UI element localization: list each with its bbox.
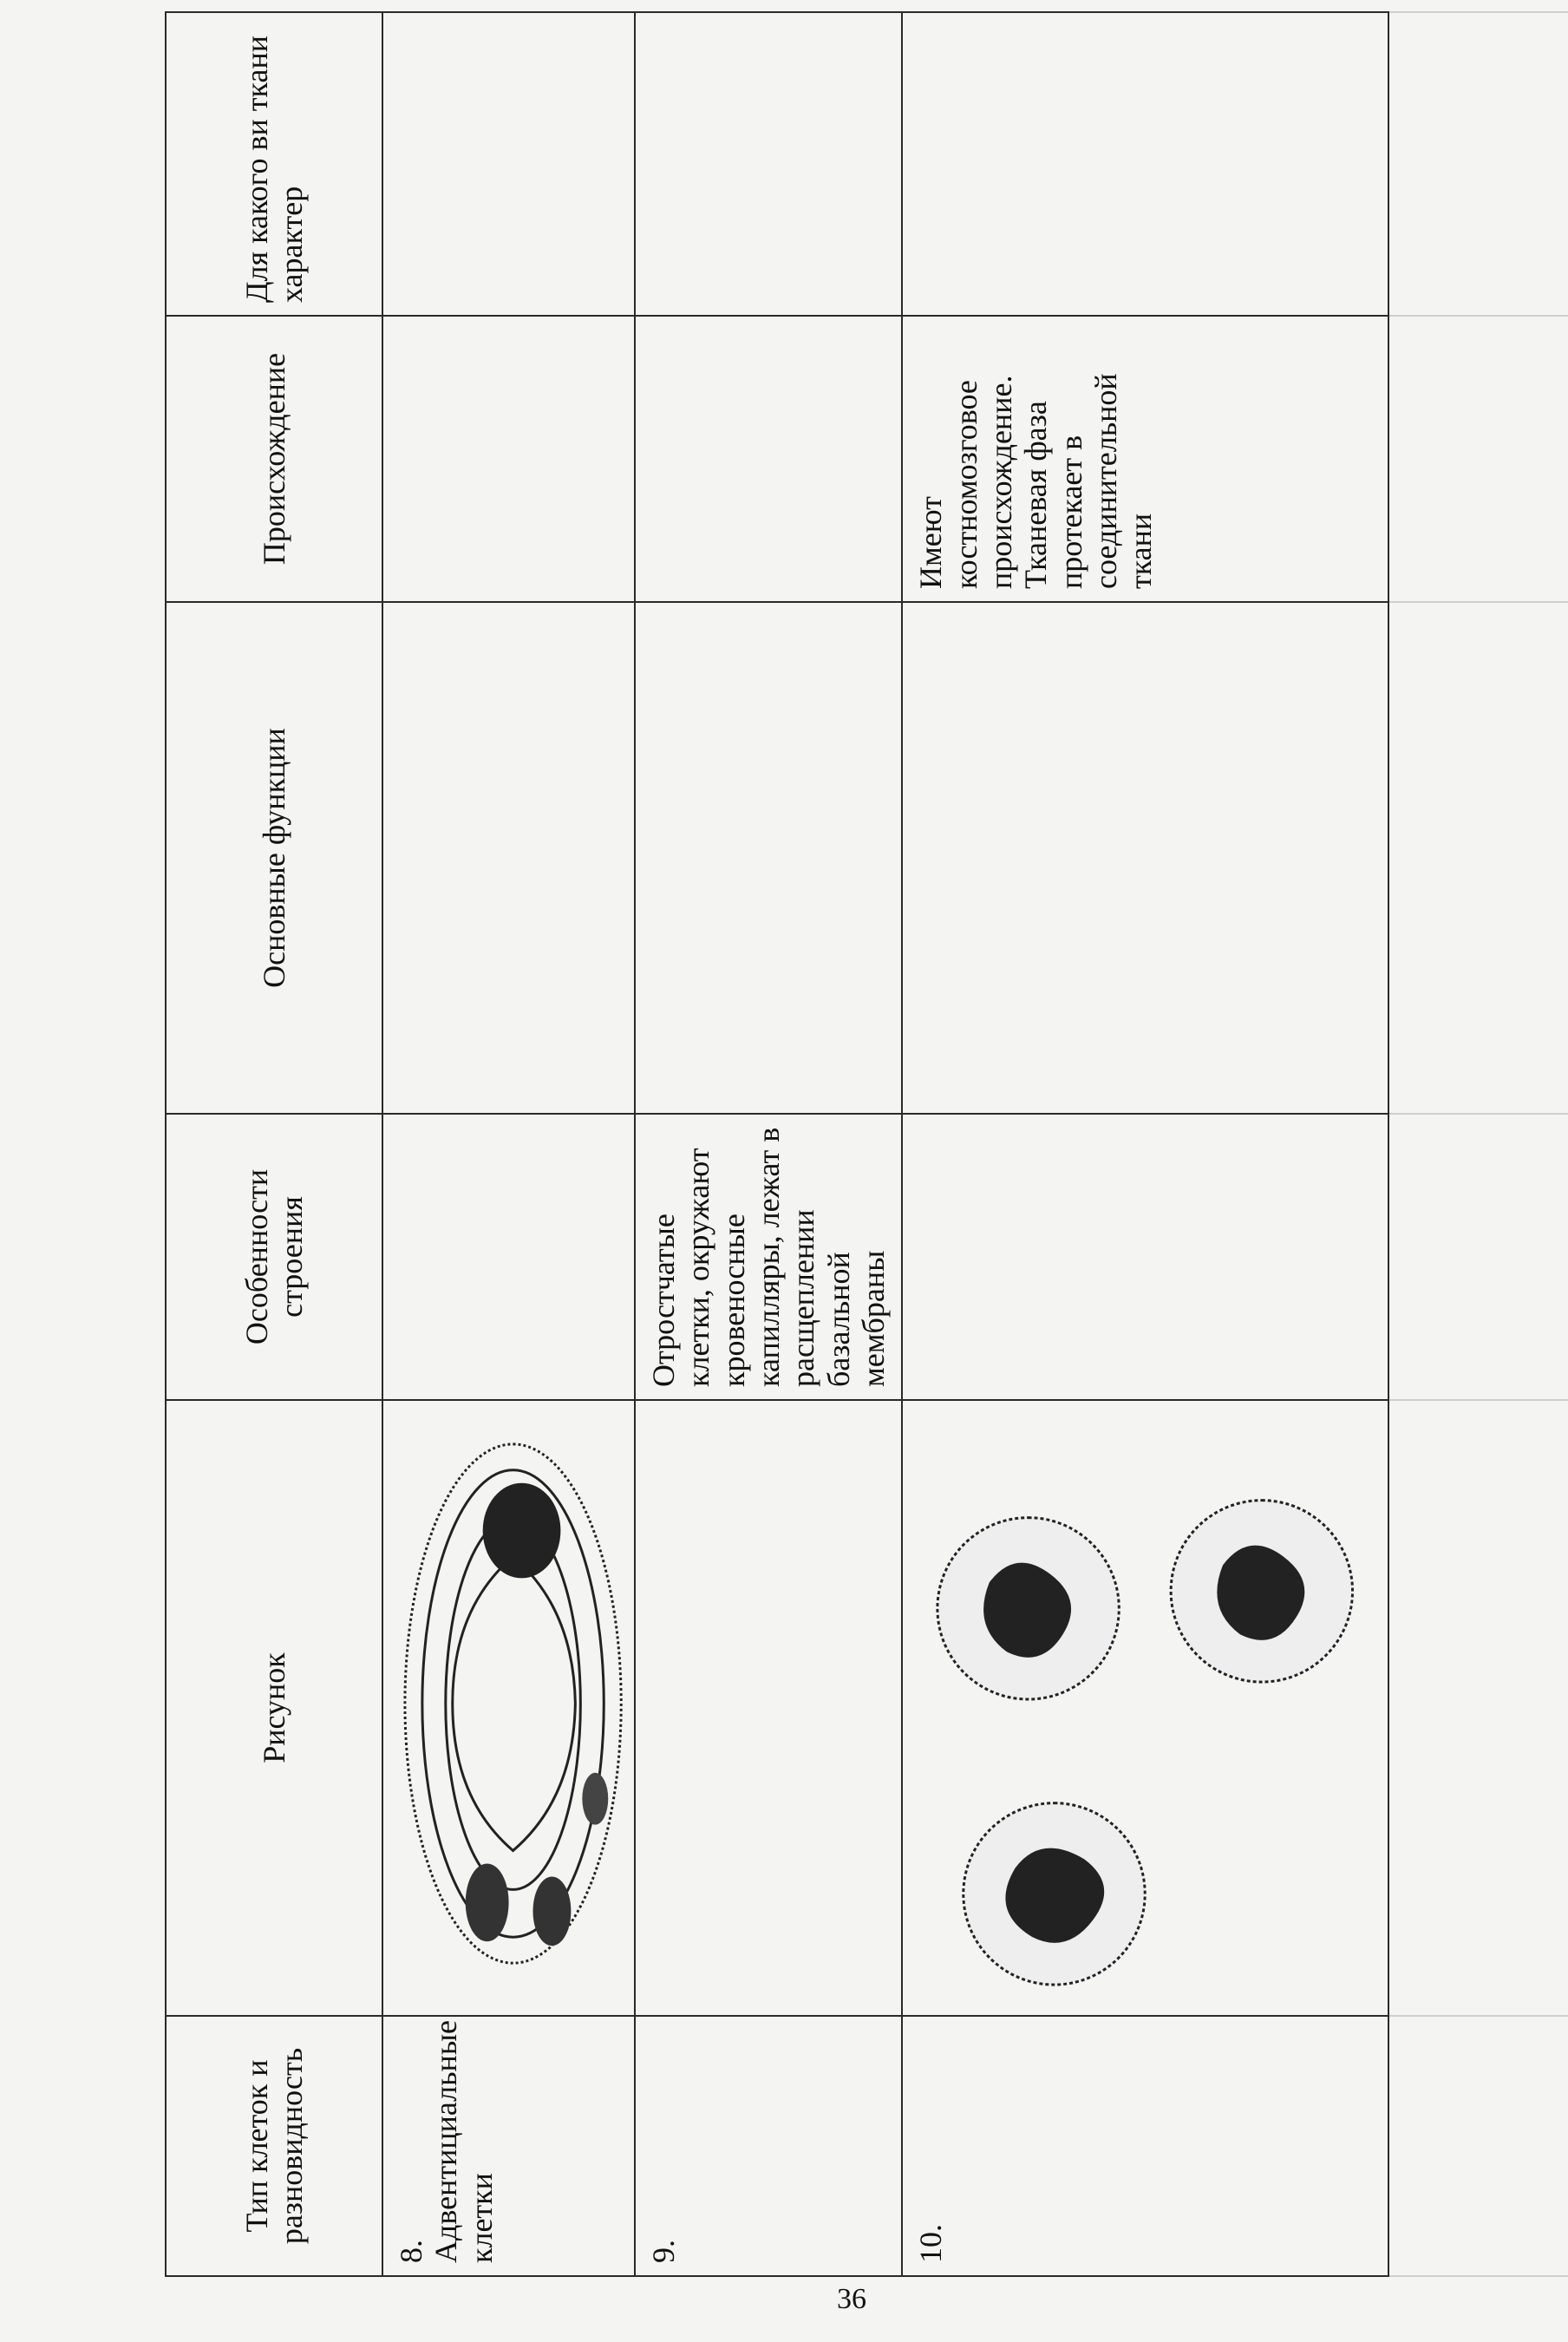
granulocyte-cell xyxy=(1171,1501,1352,1682)
header-picture: Рисунок xyxy=(166,1400,382,2016)
row9-origin xyxy=(635,316,902,602)
row9-picture xyxy=(635,1400,902,2016)
table-row-10 xyxy=(902,12,1388,2276)
row11-origin xyxy=(1388,316,1568,602)
row8-type: 8. Адвентициальные клетки xyxy=(382,2016,635,2276)
row8-tissue xyxy=(382,12,635,316)
row11-type xyxy=(1388,2016,1568,2276)
header-functions: Основные функции xyxy=(166,602,382,1114)
granulocyte-cell xyxy=(964,1803,1145,1985)
page-number: 36 xyxy=(837,2283,866,2315)
header-type: Тип клеток и разновидность xyxy=(166,2016,382,2276)
row10-type: 10. xyxy=(902,2016,1388,2276)
cell-types-table xyxy=(165,11,1568,2277)
table-header-row xyxy=(166,12,382,2276)
granulocytes-drawing xyxy=(903,1401,1387,2015)
row11-tissue xyxy=(1388,12,1568,316)
row8-origin xyxy=(382,316,635,602)
row10-origin: Имеют костномозговое происхождение. Тканевая фаза протекает в соединительной ткани xyxy=(902,316,1388,602)
header-features: Особенности строения xyxy=(166,1114,382,1400)
row10-tissue xyxy=(902,12,1388,316)
row8-picture xyxy=(382,1400,635,2016)
rotated-table-wrapper xyxy=(165,13,1568,2277)
row9-type: 9. xyxy=(635,2016,902,2276)
row11-functions xyxy=(1388,602,1568,1114)
row11-picture xyxy=(1388,1400,1568,2016)
granulocyte-cell xyxy=(938,1518,1119,1699)
row10-picture xyxy=(902,1400,1388,2016)
table-row-11 xyxy=(1388,12,1568,2276)
header-origin: Происхождение xyxy=(166,316,382,602)
row9-features: Отростчатые клетки, окружают кровеносные капилляры, лежат в расщеплении базальной мембраны xyxy=(635,1114,902,1400)
table-row-8 xyxy=(382,12,635,2276)
row8-functions xyxy=(382,602,635,1114)
row8-features xyxy=(382,1114,635,1400)
row11-features xyxy=(1388,1114,1568,1400)
table-row-9 xyxy=(635,12,902,2276)
row9-functions xyxy=(635,602,902,1114)
header-tissue: Для какого ви ткани характер xyxy=(166,12,382,316)
row10-features xyxy=(902,1114,1388,1400)
adventitial-cell-capillary-drawing xyxy=(383,1401,634,2015)
row9-tissue xyxy=(635,12,902,316)
row10-functions xyxy=(902,602,1388,1114)
